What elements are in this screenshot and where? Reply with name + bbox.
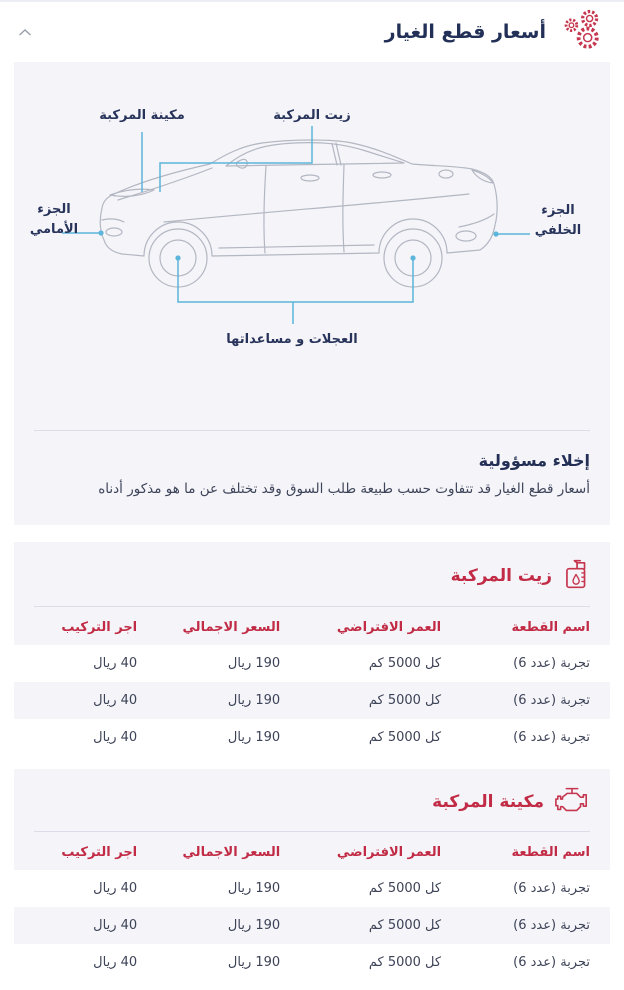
col-lifespan: العمر الافتراضي — [336, 620, 442, 636]
engine-icon — [554, 785, 590, 819]
gears-icon — [558, 8, 604, 56]
col-install-fee: اجر التركيب — [61, 620, 138, 636]
oil-can-icon — [562, 558, 590, 594]
table-row — [14, 719, 610, 756]
table-row — [14, 907, 610, 944]
table-row — [14, 870, 610, 907]
disclaimer-text: أسعار قطع الغيار قد تتفاوت حسب طبيعة طلب السوق وقد تختلف عن ما هو مذكور أدناه — [98, 481, 590, 497]
cell-lifespan: كل 5000 كم — [368, 730, 442, 746]
cell-total-price: 190 ريال — [227, 693, 281, 709]
col-lifespan: العمر الافتراضي — [336, 845, 442, 861]
cell-install-fee: 40 ريال — [93, 881, 138, 897]
cell-lifespan: كل 5000 كم — [368, 918, 442, 934]
engine-section-title: مكينة المركبة — [432, 792, 544, 813]
disclaimer-block — [14, 431, 610, 525]
cell-part: تجربة (عدد 6) — [513, 693, 590, 709]
engine-section-head — [14, 769, 610, 831]
cell-lifespan: كل 5000 كم — [368, 693, 442, 709]
table-header-row — [14, 832, 610, 870]
table-header-row — [14, 607, 610, 645]
page-header — [0, 2, 624, 62]
engine-table — [14, 832, 610, 981]
cell-total-price: 190 ريال — [227, 881, 281, 897]
cell-total-price: 190 ريال — [227, 955, 281, 971]
oil-table — [14, 607, 610, 756]
diagram-card — [14, 62, 610, 525]
cell-total-price: 190 ريال — [227, 730, 281, 746]
page-title: أسعار قطع الغيار — [384, 21, 546, 43]
disclaimer-title: إخلاء مسؤولية — [478, 451, 590, 470]
diagram-label-oil: زيت المركبة — [273, 108, 351, 123]
col-total-price: السعر الاجمالي — [182, 845, 281, 861]
engine-section — [14, 769, 610, 981]
cell-lifespan: كل 5000 كم — [368, 881, 442, 897]
cell-lifespan: كل 5000 كم — [368, 656, 442, 672]
col-part-name: اسم القطعة — [511, 845, 590, 861]
car-diagram — [14, 62, 610, 430]
cell-install-fee: 40 ريال — [93, 693, 138, 709]
col-install-fee: اجر التركيب — [61, 845, 138, 861]
cell-install-fee: 40 ريال — [93, 656, 138, 672]
table-row — [14, 944, 610, 981]
cell-part: تجربة (عدد 6) — [513, 656, 590, 672]
cell-part: تجربة (عدد 6) — [513, 881, 590, 897]
table-row — [14, 645, 610, 682]
cell-install-fee: 40 ريال — [93, 955, 138, 971]
cell-part: تجربة (عدد 6) — [513, 955, 590, 971]
col-part-name: اسم القطعة — [511, 620, 590, 636]
cell-part: تجربة (عدد 6) — [513, 730, 590, 746]
diagram-label-rear: الجزء الخلفي — [534, 203, 582, 238]
col-total-price: السعر الاجمالي — [182, 620, 281, 636]
table-row — [14, 682, 610, 719]
cell-lifespan: كل 5000 كم — [368, 955, 442, 971]
cell-part: تجربة (عدد 6) — [513, 918, 590, 934]
diagram-label-engine: مكينة المركبة — [99, 108, 185, 123]
oil-section-head — [14, 542, 610, 606]
diagram-label-front: الجزء الأمامي — [29, 202, 79, 237]
cell-total-price: 190 ريال — [227, 656, 281, 672]
cell-install-fee: 40 ريال — [93, 730, 138, 746]
cell-total-price: 190 ريال — [227, 918, 281, 934]
cell-install-fee: 40 ريال — [93, 918, 138, 934]
chevron-up-icon[interactable] — [14, 22, 32, 40]
oil-section-title: زيت المركبة — [450, 566, 552, 587]
diagram-label-wheels: العجلات و مساعداتها — [226, 332, 358, 347]
oil-section — [14, 542, 610, 756]
